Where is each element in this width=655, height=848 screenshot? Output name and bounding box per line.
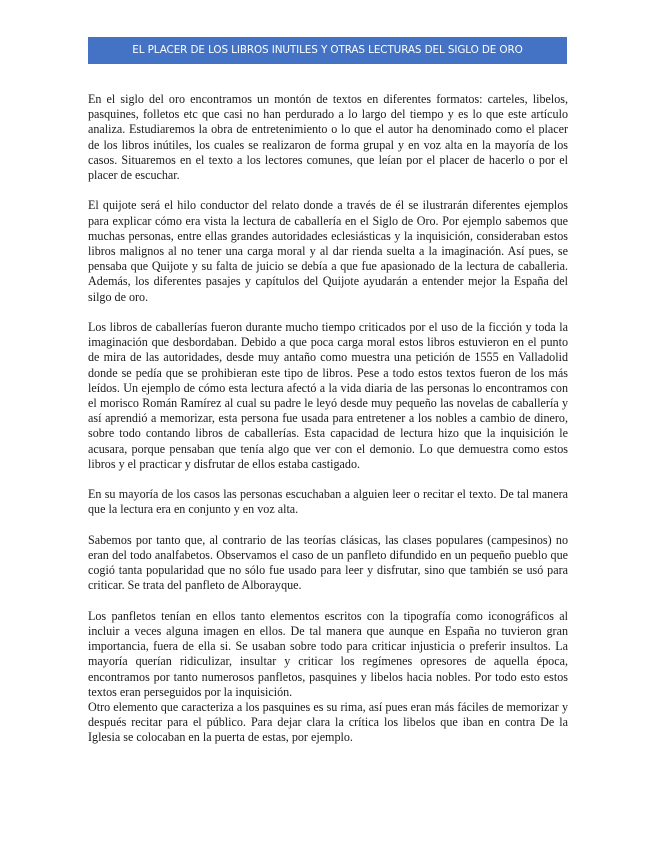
paragraph-pasquines: Otro elemento que caracteriza a los pasquines es su rima, así pues eran más fáciles de memorizar y después recitar para el público. Para dejar clara la crítica los libelos que iban en contra De la Iglesia se colocaban en la puerta de estas, por ejemplo.	[88, 700, 568, 745]
paragraph-quijote: El quijote será el hilo conductor del relato donde a través de él se ilustrarán diferentes ejemplos para explicar cómo era vista la lectura de caballería en el Siglo de Oro. Por ejemplo sabemos que muchas personas, entre ellas grandes autoridades eclesiásticas y la inquisición, consideraban estos libros malignos al no tener una carga moral y al dar rienda suelta a la imaginación. Así pues, se pensaba que Quijote y su falta de juicio se debía a que fue apasionado de la lectura de caballeria. Además, los diferentes pasajes y capítulos del Quijote ayudarán a entender mejor la España del silgo de oro.	[88, 198, 568, 304]
paragraph-lectura-en-voz-alta: En su mayoría de los casos las personas escuchaban a alguien leer o recitar el texto. De tal manera que la lectura era en conjunto y en voz alta.	[88, 487, 568, 517]
article-body	[88, 92, 568, 761]
paragraph-alborayque: Sabemos por tanto que, al contrario de las teorías clásicas, las clases populares (campesinos) no eran del todo analfabetos. Observamos el caso de un panfleto difundido en un pequeño pueblo que cogió tanta popularidad que no sólo fue usado para leer y disfrutar, sino que también se usó para criticar. Se trata del panfleto de Alborayque.	[88, 532, 568, 593]
paragraph-caballerias: Los libros de caballerías fueron durante mucho tiempo criticados por el uso de la ficción y toda la imaginación que desbordaban. Debido a que poca carga moral estos libros estuvieron en el punto de mira de las autoridades, desde muy antaño como muestra una petición de 1555 en Valladolid donde se pedía que se prohibieran este tipo de libros. Pese a todo estos textos fueron de los más leídos. Un ejemplo de cómo esta lectura afectó a la vida diaria de las personas lo encontramos con el morisco Román Ramírez al cual su padre le leyó desde muy pequeño las novelas de caballería y así aprendió a memorizar, esta persona fue usada para entretener a los nobles a cambio de dinero, sobre todo contando libros de caballerías. Esta capacidad de lectura hizo que la inquisición le acusara, porque pensaban que tenía algo que ver con el demonio. Lo que demuestra como estos libros y el practicar y disfrutar de ellos estaba castigado.	[88, 320, 568, 471]
paragraph-panfletos: Los panfletos tenían en ellos tanto elementos escritos con la tipografía como iconográficos al incluir a veces alguna imagen en ellos. De tal manera que aunque en España no tuvieron gran importancia, fuera de ella si. Se usaban sobre todo para criticar injusticia o preferir insultos. La mayoría querían ridiculizar, insultar y criticar los regímenes opresores de aquella época, encontramos por tanto numerosos panfletos, pasquines y libelos hacia nobles. Por todo esto estos textos eran perseguidos por la inquisición.	[88, 608, 568, 699]
paragraph-intro: En el siglo del oro encontramos un montón de textos en diferentes formatos: carteles, libelos, pasquines, folletos etc que casi no han perdurado a lo largo del tiempo y es lo que este artículo analiza. Estudiaremos la obra de entretenimiento o lo que el autor ha denominado como el placer de los libros inútiles, los cuales se realizaron de forma grupal y en voz alta en la mayoría de los casos. Situaremos en el texto a los lectores comunes, que leían por el placer de hacerlo o por el placer de escuchar.	[88, 92, 568, 183]
page-title-banner	[88, 37, 567, 64]
page-title: EL PLACER DE LOS LIBROS INUTILES Y OTRAS LECTURAS DEL SIGLO DE ORO	[132, 44, 523, 56]
